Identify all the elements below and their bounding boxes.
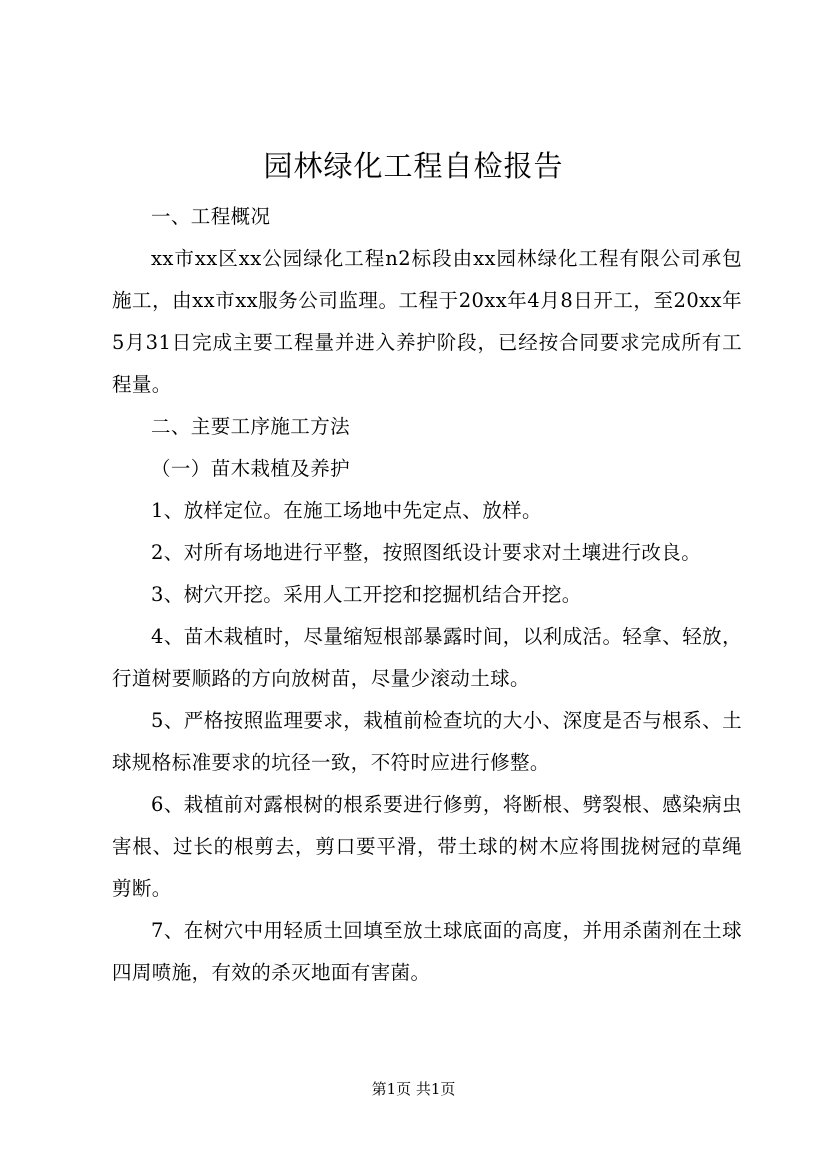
document-body: [112, 196, 742, 994]
page-title: 园林绿化工程自检报告: [263, 149, 564, 183]
list-item-1: 1、放样定位。在施工场地中先定点、放样。: [151, 499, 542, 522]
list-item-7: 7、在树穴中用轻质土回填至放土球底面的高度，并用杀菌剂在土球四周喷施，有效的杀灭地面有害菌。: [112, 919, 742, 984]
section-heading-methods: 二、主要工序施工方法: [151, 415, 351, 438]
list-item-6: 6、栽植前对露根树的根系要进行修剪，将断根、劈裂根、感染病虫害根、过长的根剪去，剪口要平滑，带土球的树木应将围拢树冠的草绳剪断。: [112, 793, 742, 900]
list-item-4: 4、苗木栽植时，尽量缩短根部暴露时间，以利成活。轻拿、轻放，行道树要顺路的方向放树苗，尽量少滚动土球。: [112, 625, 742, 690]
section-heading-overview: 一、工程概况: [151, 205, 271, 228]
paragraph-overview: xx市xx区xx公园绿化工程n2标段由xx园林绿化工程有限公司承包施工，由xx市xx服务公司监理。工程于20xx年4月8日开工，至20xx年5月31日完成主要工程量并进入养护阶段，已经按合同要求完成所有工程量。: [112, 247, 742, 396]
list-item-5: 5、严格按照监理要求，栽植前检查坑的大小、深度是否与根系、土球规格标准要求的坑径一致，不符时应进行修整。: [112, 709, 742, 774]
list-item-2: 2、对所有场地进行平整，按照图纸设计要求对土壤进行改良。: [151, 541, 702, 564]
page-footer: 第1页 共1页: [371, 1080, 456, 1098]
subsection-heading-planting: （一）苗木栽植及养护: [151, 457, 351, 480]
list-item-3: 3、树穴开挖。采用人工开挖和挖掘机结合开挖。: [151, 583, 582, 606]
